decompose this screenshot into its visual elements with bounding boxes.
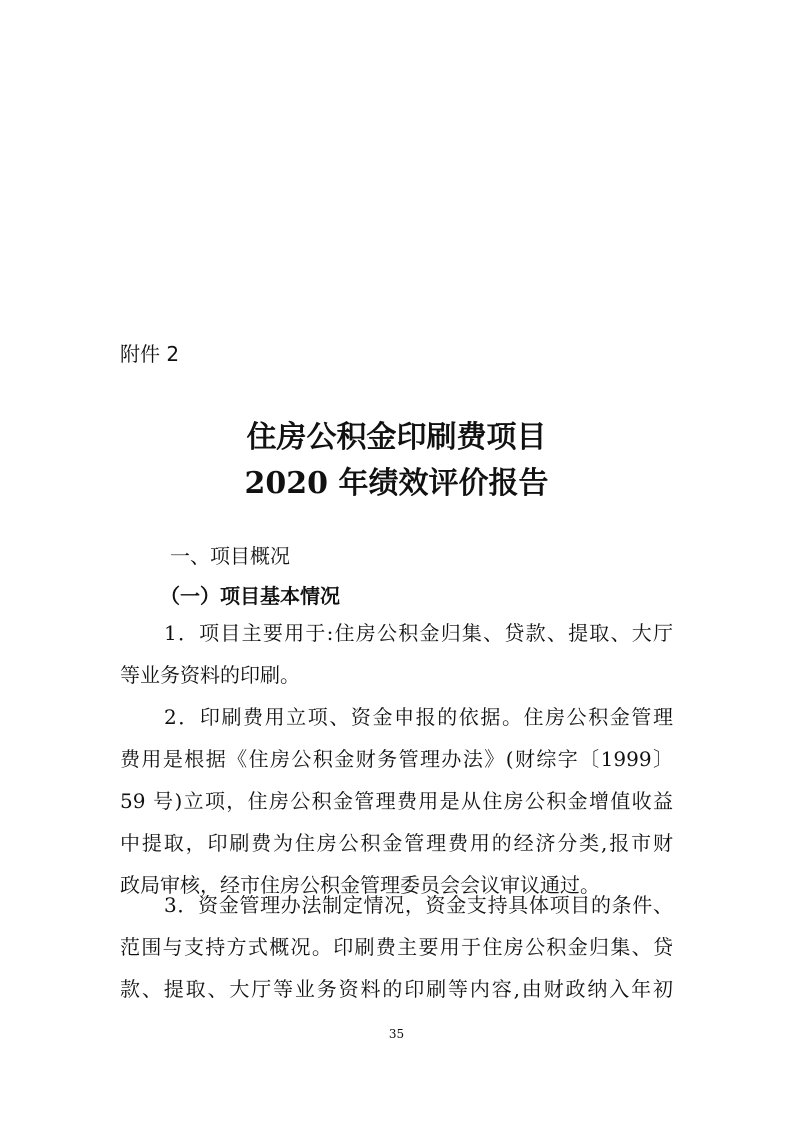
paragraph-line: 政局审核，经市住房公积金管理委员会会议审议通过。 bbox=[120, 873, 600, 897]
paragraph-line: 款、提取、大厅等业务资料的印刷等内容,由财政纳入年初 bbox=[120, 977, 673, 1001]
attachment-label: 附件 2 bbox=[120, 342, 180, 366]
paragraph-line: 2．印刷费用立项、资金申报的依据。住房公积金管理 bbox=[164, 705, 673, 729]
paragraph-line: 中提取，印刷费为住房公积金管理费用的经济分类,报市财 bbox=[120, 831, 673, 855]
paragraph-line: 范围与支持方式概况。印刷费主要用于住房公积金归集、贷 bbox=[120, 935, 673, 959]
document-title-line-1: 住房公积金印刷费项目 bbox=[246, 420, 547, 455]
document-title-line-2: 2020 年绩效评价报告 bbox=[244, 466, 549, 501]
section-heading: 一、项目概况 bbox=[170, 544, 290, 568]
paragraph-line: 59 号)立项，住房公积金管理费用是从住房公积金增值收益 bbox=[120, 789, 673, 813]
paragraph-2 bbox=[120, 696, 673, 906]
paragraph-line: 等业务资料的印刷。 bbox=[120, 663, 300, 687]
paragraph-line: 1．项目主要用于:住房公积金归集、贷款、提取、大厅 bbox=[164, 621, 673, 645]
paragraph-1 bbox=[120, 612, 673, 696]
paragraph-line: 3．资金管理办法制定情况，资金支持具体项目的条件、 bbox=[164, 893, 673, 917]
section-subheading: （一）项目基本情况 bbox=[160, 584, 340, 608]
page-number: 35 bbox=[388, 1027, 405, 1041]
paragraph-3 bbox=[120, 884, 673, 1010]
paragraph-line: 费用是根据《住房公积金财务管理办法》(财综字〔1999〕 bbox=[120, 747, 673, 771]
